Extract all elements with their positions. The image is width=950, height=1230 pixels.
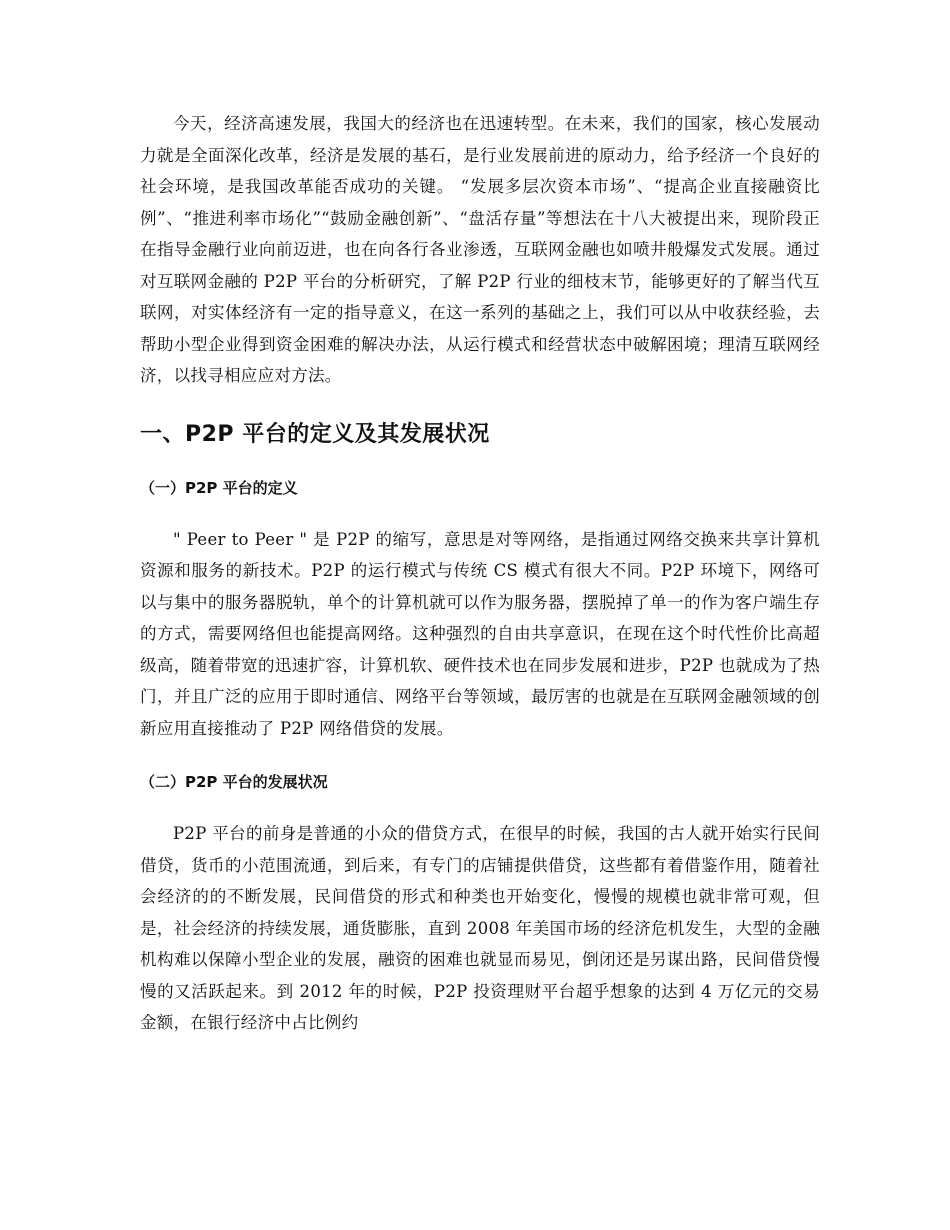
definition-paragraph: " Peer to Peer " 是 P2P 的缩写，意思是对等网络，是指通过网络交换来共享计算机资源和服务的新技术。P2P 的运行模式与传统 CS 模式有很大不同。P2P 环境下，网络可以与集中的服务器脱轨，单个的计算机就可以作为服务器，摆脱掉了单一的作为客户端生存的方式，需要网络但也能提高网络。这种强烈的自由共享意识，在现在这个时代性价比高超级高，随着带宽的迅速扩容，计算机软、硬件技术也在同步发展和进步，P2P 也就成为了热门，并且广泛的应用于即时通信、网络平台等领域，最厉害的也就是在互联网金融领域的创新应用直接推动了 P2P 网络借贷的发展。 bbox=[140, 529, 820, 738]
document-body bbox=[140, 108, 820, 1039]
development-paragraph: P2P 平台的前身是普通的小众的借贷方式，在很早的时候，我国的古人就开始实行民间借贷，货币的小范围流通，到后来，有专门的店铺提供借贷，这些都有着借鉴作用，随着社会经济的的不断发展，民间借贷的形式和种类也开始变化，慢慢的规模也就非常可观，但是，社会经济的持续发展，通货膨胀，直到 2008 年美国市场的经济危机发生，大型的金融机构难以保障小型企业的发展，融资的困难也就显而易见，倒闭还是另谋出路，民间借贷慢慢的又活跃起来。到 2012 年的时候，P2P 投资理财平台超乎想象的达到 4 万亿元的交易金额，在银行经济中占比例约 bbox=[140, 824, 820, 1032]
subsection-heading-development: （二）P2P 平台的发展状况 bbox=[140, 773, 328, 791]
intro-paragraph: 今天，经济高速发展，我国大的经济也在迅速转型。在未来，我们的国家，核心发展动力就是全面深化改革，经济是发展的基石，是行业发展前进的原动力，给予经济一个良好的社会环境，是我国改革能否成功的关键。 “发展多层次资本市场”、“提高企业直接融资比例”、“推进利率市场化”“鼓励金融创新”、“盘活存量”等想法在十八大被提出来，现阶段正在指导金融行业向前迈进，也在向各行各业渗透，互联网金融也如喷井般爆发式发展。通过对互联网金融的 P2P 平台的分析研究，了解 P2P 行业的细枝末节，能够更好的了解当代互联网，对实体经济有一定的指导意义，在这一系列的基础之上，我们可以从中收获经验，去帮助小型企业得到资金困难的解决办法，从运行模式和经营状态中破解困境；理清互联网经济，以找寻相应应对方法。 bbox=[140, 114, 820, 385]
subsection-heading-definition: （一）P2P 平台的定义 bbox=[140, 478, 298, 497]
section-heading: 一、P2P 平台的定义及其发展状况 bbox=[140, 421, 490, 447]
